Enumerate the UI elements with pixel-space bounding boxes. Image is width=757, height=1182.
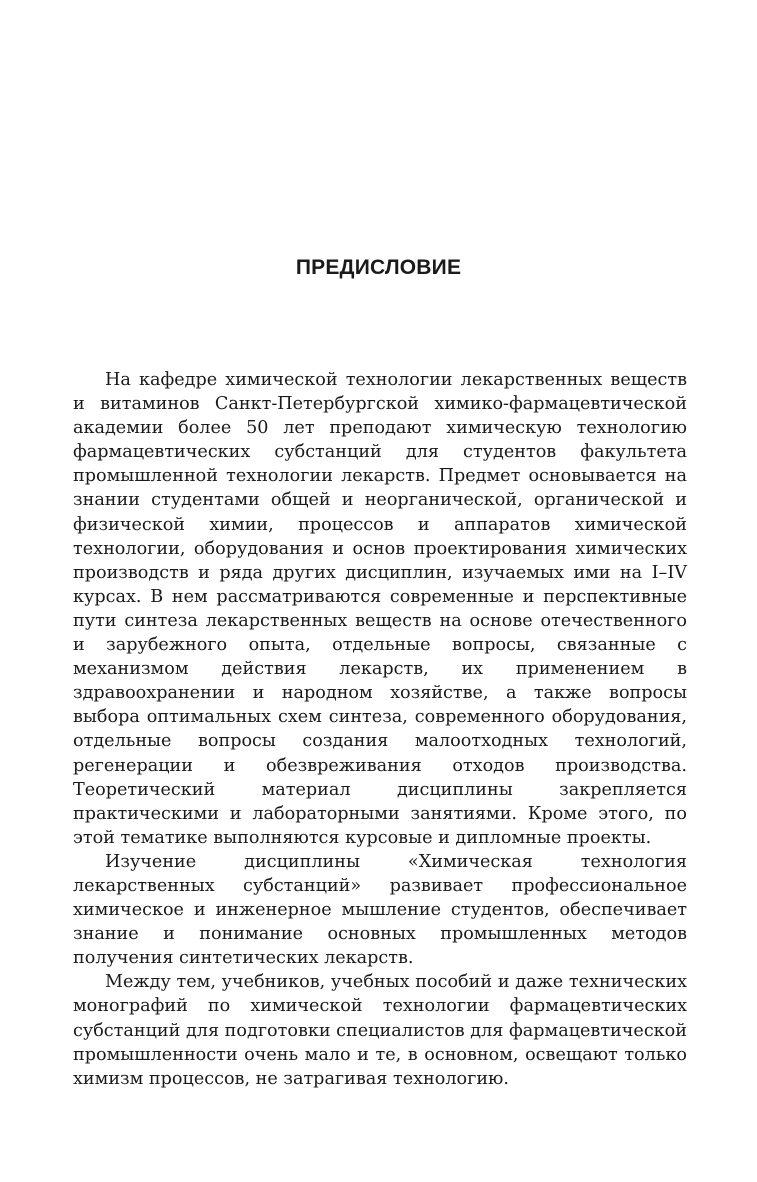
paragraph-2: Изучение дисциплины «Химическая технология лекарственных субстанций» развивает профессиональное химическое и инженерное мышление студентов, обеспечивает знание и понимание основных промышленных методов получения синтетических лекарств. bbox=[73, 851, 687, 969]
preface-body bbox=[73, 368, 687, 1091]
page-title: ПРЕДИСЛОВИЕ bbox=[295, 256, 462, 279]
paragraph-3: Между тем, учебников, учебных пособий и даже технических монографий по химической технологии фармацевтических субстанций для подготовки специалистов для фармацевтической промышленности очень мало и те, в основном, освещают только химизм процессов, не затрагивая технологию. bbox=[73, 972, 687, 1089]
paragraph-1: На кафедре химической технологии лекарственных веществ и витаминов Санкт-Петербургской химико-фармацевтической академии более 50 лет преподают химическую технологию фармацевтических субстанций для студентов факультета промышленной технологии лекарств. Предмет основывается на знании студентами общей и неорганической, органической и физической химии, процессов и аппаратов химической технологии, оборудования и основ проектирования химических производств и ряда других дисциплин, изучаемых ими на I–IV курсах. В нем рассматриваются современные и перспективные пути синтеза лекарственных веществ на основе отечественного и зарубежного опыта, отдельные вопросы, связанные с механизмом действия лекарств, их применением в здравоохранении и народном хозяйстве, а также вопросы выбора оптимальных схем синтеза, современного оборудования, отдельные вопросы создания малоотходных технологий, регенерации и обезвреживания отходов производства. Теоретический материал дисциплины закрепляется практическими и лабораторными занятиями. Кроме этого, по этой тематике выполняются курсовые и дипломные проекты. bbox=[73, 370, 687, 848]
